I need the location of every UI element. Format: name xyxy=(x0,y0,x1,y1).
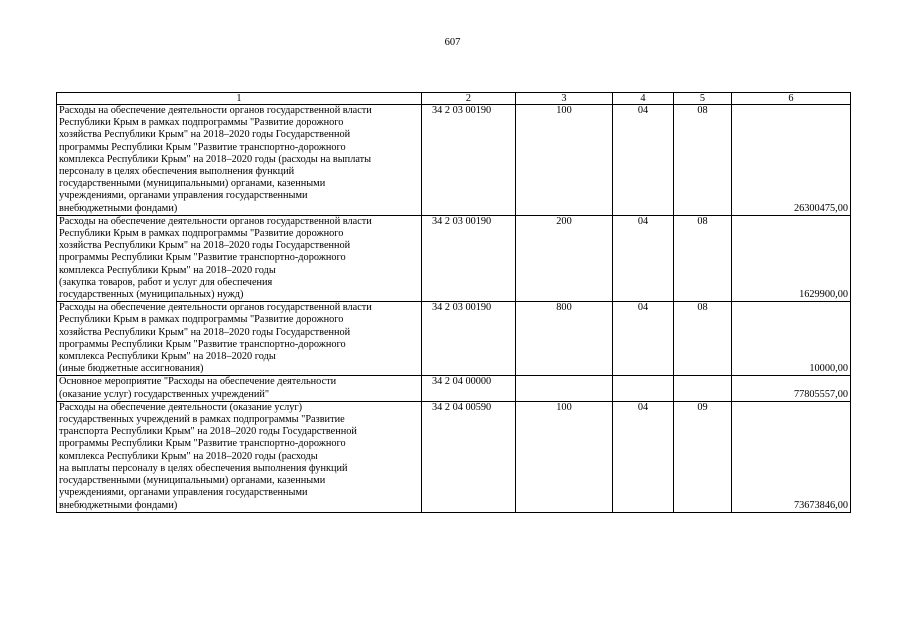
row-subsection: 08 xyxy=(674,105,732,216)
row-amount: 26300475,00 xyxy=(732,105,851,216)
row-target-code: 34 2 03 00190 xyxy=(422,215,516,301)
row-description: Расходы на обеспечение деятельности органов государственной власти Республики Крым в рамках подпрограммы "Развитие дорожного хозяйства Республики Крым" на 2018–2020 годы Государственной программы Республики Крым "Развитие транспортно-дорожного комплекса Республики Крым" на 2018–2020 годы (иные бюджетные ассигнования) xyxy=(57,302,422,376)
column-header: 4 xyxy=(613,93,674,105)
row-expense-type: 100 xyxy=(516,401,613,512)
column-header: 6 xyxy=(732,93,851,105)
table-row xyxy=(57,105,851,216)
column-header: 2 xyxy=(422,93,516,105)
row-target-code: 34 2 04 00590 xyxy=(422,401,516,512)
row-section: 04 xyxy=(613,401,674,512)
table-row xyxy=(57,215,851,301)
row-expense-type: 800 xyxy=(516,302,613,376)
row-description: Основное мероприятие "Расходы на обеспечение деятельности (оказание услуг) государственных учреждений" xyxy=(57,376,422,401)
row-amount: 1629900,00 xyxy=(732,215,851,301)
row-section: 04 xyxy=(613,302,674,376)
column-header: 3 xyxy=(516,93,613,105)
row-target-code: 34 2 04 00000 xyxy=(422,376,516,401)
table-row xyxy=(57,376,851,401)
row-description: Расходы на обеспечение деятельности (оказание услуг) государственных учреждений в рамках подпрограммы "Развитие транспорта Республики Крым" на 2018–2020 годы Государственной программы Республики Крым "Развитие транспортно-дорожного комплекса Республики Крым" на 2018–2020 годы (расходы на выплаты персоналу в целях обеспечения выполнения функций государственными (муниципальными) органами, казенными учреждениями, органами управления государственными внебюджетными фондами) xyxy=(57,401,422,512)
row-section: 04 xyxy=(613,105,674,216)
row-expense-type: 100 xyxy=(516,105,613,216)
page-number: 607 xyxy=(444,37,461,48)
budget-table xyxy=(56,92,851,513)
row-amount: 73673846,00 xyxy=(732,401,851,512)
row-subsection: 08 xyxy=(674,215,732,301)
column-header: 5 xyxy=(674,93,732,105)
row-target-code: 34 2 03 00190 xyxy=(422,302,516,376)
row-section xyxy=(613,376,674,401)
row-amount: 10000,00 xyxy=(732,302,851,376)
table-header-row xyxy=(57,93,851,105)
row-target-code: 34 2 03 00190 xyxy=(422,105,516,216)
row-description: Расходы на обеспечение деятельности органов государственной власти Республики Крым в рамках подпрограммы "Развитие дорожного хозяйства Республики Крым" на 2018–2020 годы Государственной программы Республики Крым "Развитие транспортно-дорожного комплекса Республики Крым" на 2018–2020 годы (закупка товаров, работ и услуг для обеспечения государственных (муниципальных) нужд) xyxy=(57,215,422,301)
row-description: Расходы на обеспечение деятельности органов государственной власти Республики Крым в рамках подпрограммы "Развитие дорожного хозяйства Республики Крым" на 2018–2020 годы Государственной программы Республики Крым "Развитие транспортно-дорожного комплекса Республики Крым" на 2018–2020 годы (расходы на выплаты персоналу в целях обеспечения выполнения функций государственными (муниципальными) органами, казенными учреждениями, органами управления государственными внебюджетными фондами) xyxy=(57,105,422,216)
row-section: 04 xyxy=(613,215,674,301)
row-subsection: 09 xyxy=(674,401,732,512)
row-amount: 77805557,00 xyxy=(732,376,851,401)
row-subsection: 08 xyxy=(674,302,732,376)
table-row xyxy=(57,401,851,512)
column-header: 1 xyxy=(57,93,422,105)
row-expense-type: 200 xyxy=(516,215,613,301)
row-expense-type xyxy=(516,376,613,401)
table-row xyxy=(57,302,851,376)
row-subsection xyxy=(674,376,732,401)
